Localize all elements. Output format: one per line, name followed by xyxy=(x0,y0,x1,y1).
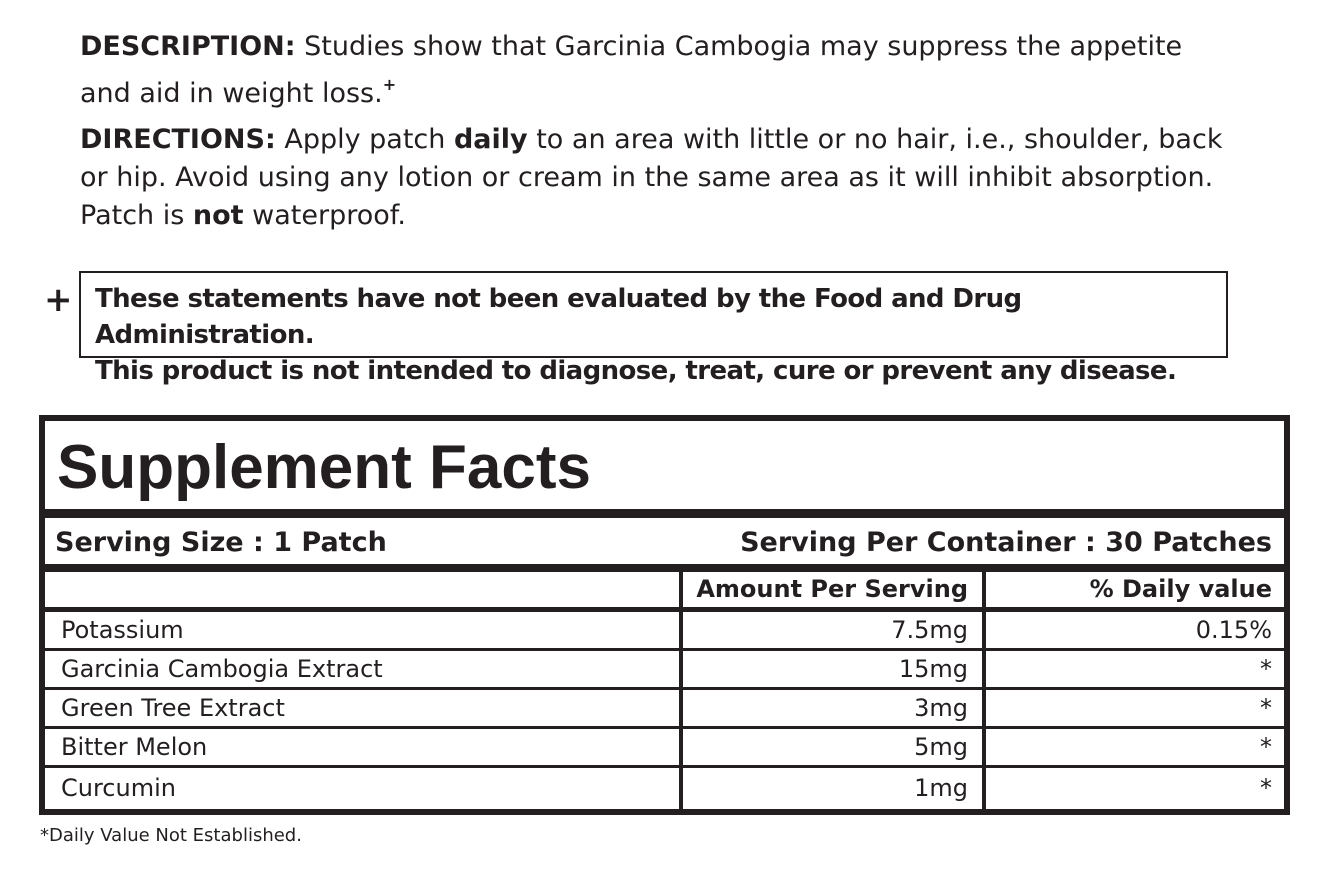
directions-bold-daily: daily xyxy=(453,124,528,155)
disclaimer-text xyxy=(95,281,1226,389)
serving-size: Serving Size : 1 Patch xyxy=(55,527,387,558)
directions-bold-not: not xyxy=(192,200,244,231)
description-paragraph xyxy=(80,28,1200,113)
description-plus-mark: + xyxy=(382,75,397,94)
serving-row xyxy=(45,518,1284,564)
supplement-facts-panel xyxy=(39,415,1290,815)
row-daily-cell: * xyxy=(986,729,1284,765)
directions-text-2: to an area with little or no hair, i.e., shoulder, back or hip. Avoid using any lotion or cream in the same area as it will inhibit absorption. Patch is xyxy=(80,124,1223,231)
row-amount-cell: 3mg xyxy=(683,690,982,726)
row-daily-cell: * xyxy=(986,768,1284,809)
row-daily-cell: 0.15% xyxy=(986,612,1284,648)
row-name-cell: Green Tree Extract xyxy=(45,690,679,726)
row-daily-cell: * xyxy=(986,690,1284,726)
row-name-cell: Bitter Melon xyxy=(45,729,679,765)
directions-text-1: Apply patch xyxy=(275,124,454,155)
row-amount-cell: 1mg xyxy=(683,768,982,809)
directions-label: DIRECTIONS: xyxy=(80,124,276,155)
servings-per-container: Serving Per Container : 30 Patches xyxy=(740,527,1272,558)
directions-paragraph xyxy=(80,121,1240,235)
disclaimer-line-2: This product is not intended to diagnose, treat, cure or prevent any disease. xyxy=(95,356,1177,386)
header-daily-cell: % Daily value xyxy=(986,572,1284,607)
facts-title: Supplement Facts xyxy=(57,433,591,502)
footnote: *Daily Value Not Established. xyxy=(40,825,302,846)
row-daily-cell: * xyxy=(986,651,1284,687)
row-amount-cell: 7.5mg xyxy=(683,612,982,648)
header-amount-cell: Amount Per Serving xyxy=(683,572,982,607)
row-amount-cell: 5mg xyxy=(683,729,982,765)
plus-icon: + xyxy=(44,280,73,320)
row-name-cell: Garcinia Cambogia Extract xyxy=(45,651,679,687)
description-label: DESCRIPTION: xyxy=(80,31,296,62)
facts-title-box xyxy=(45,421,1284,509)
description-text: Studies show that Garcinia Cambogia may suppress the appetite and aid in weight loss. xyxy=(80,31,1183,109)
directions-text-3: waterproof. xyxy=(243,200,406,231)
row-name-cell: Curcumin xyxy=(45,768,679,809)
row-name-cell: Potassium xyxy=(45,612,679,648)
disclaimer-line-1: These statements have not been evaluated by the Food and Drug Administration. xyxy=(95,284,1022,350)
disclaimer-box xyxy=(79,271,1228,386)
header-name-cell xyxy=(45,572,679,607)
row-amount-cell: 15mg xyxy=(683,651,982,687)
